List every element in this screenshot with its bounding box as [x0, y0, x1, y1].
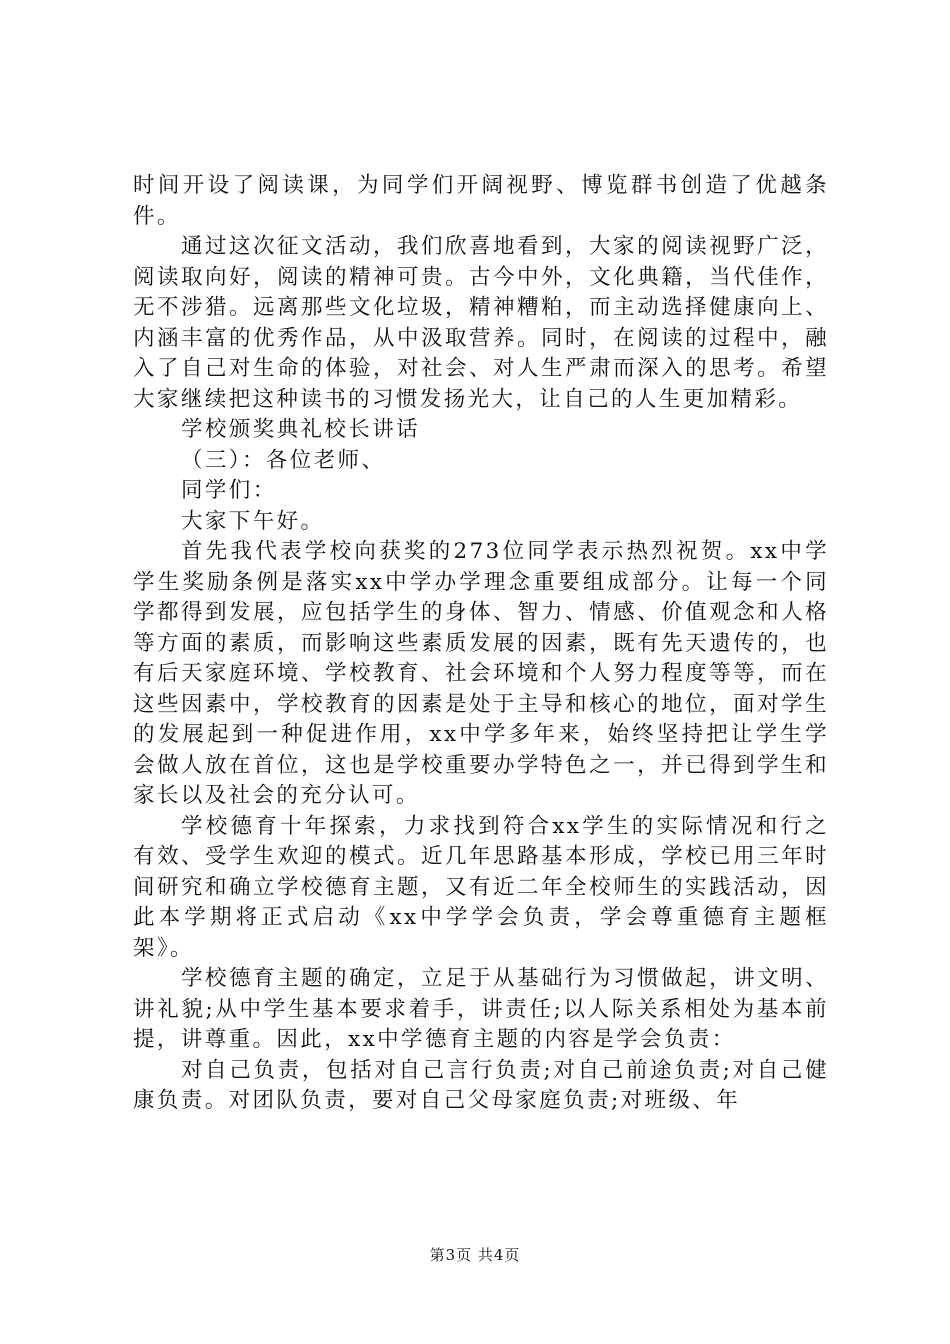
paragraph-moral-education: 学校德育十年探索，力求找到符合xx学生的实际情况和行之有效、受学生欢迎的模式。近几年思路基本形成，学校已用三年时间研究和确立学校德育主题，又有近二年全校师生的实践活动，因此本学期将正式启动《xx中学学会负责，学会尊重德育主题框架》。: [133, 813, 829, 961]
paragraph-continued: 时间开设了阅读课，为同学们开阔视野、博览群书创造了优越条件。: [133, 173, 829, 229]
paragraph-responsibility: 对自己负责，包括对自己言行负责;对自己前途负责;对自己健康负责。对团队负责，要对自己父母家庭负责;对班级、年: [133, 1057, 829, 1113]
greeting-students: 同学们：: [181, 478, 277, 503]
paragraph-essay-activity: 通过这次征文活动，我们欣喜地看到，大家的阅读视野广泛，阅读取向好，阅读的精神可贵。古今中外，文化典籍，当代佳作，无不涉猎。远离那些文化垃圾，精神糟粕，而主动选择健康向上、内涵丰富的优秀作品，从中汲取营养。同时，在阅读的过程中，融入了自己对生命的体验，对社会、对人生严肃而深入的思考。希望大家继续把这种读书的习惯发扬光大，让自己的人生更加精彩。: [133, 234, 829, 412]
paragraph-theme-definition: 学校德育主题的确定，立足于从基础行为习惯做起，讲文明、讲礼貌;从中学生基本要求着手，讲责任;以人际关系相处为基本前提，讲尊重。因此，xx中学德育主题的内容是学会负责：: [133, 966, 829, 1052]
section-subtitle: （三）：各位老师、: [181, 447, 386, 473]
document-body: [133, 171, 829, 1117]
page-footer: 第3页 共4页: [429, 1246, 521, 1264]
greeting-afternoon: 大家下午好。: [181, 508, 325, 534]
paragraph-congratulations: 首先我代表学校向获奖的273位同学表示热烈祝贺。xx中学学生奖励条例是落实xx中学办学理念重要组成部分。让每一个同学都得到发展，应包括学生的身体、智力、情感、价值观念和人格等方面的素质，而影响这些素质发展的因素，既有先天遗传的，也有后天家庭环境、学校教育、社会环境和个人努力程度等等，而在这些因素中，学校教育的因素是处于主导和核心的地位，面对学生的发展起到一种促进作用，xx中学多年来，始终坚持把让学生学会做人放在首位，这也是学校重要办学特色之一，并已得到学生和家长以及社会的充分认可。: [133, 539, 829, 808]
section-title: 学校颁奖典礼校长讲话: [181, 417, 421, 442]
